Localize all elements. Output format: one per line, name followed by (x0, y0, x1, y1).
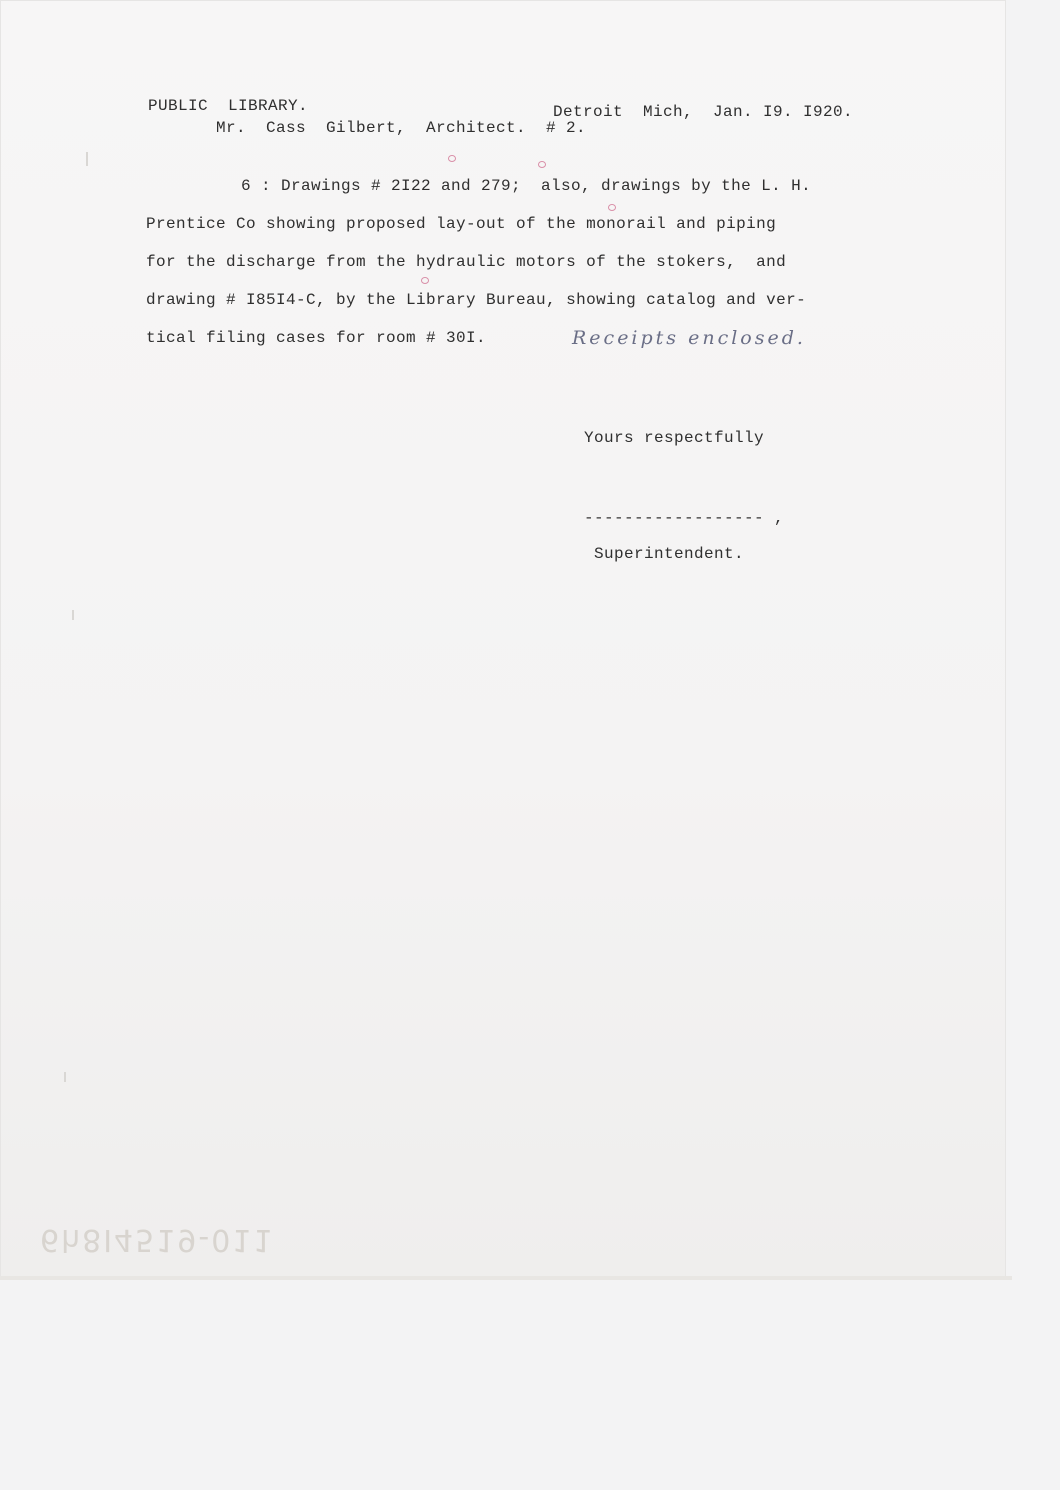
ink-mark (608, 204, 616, 211)
ink-mark (448, 155, 456, 162)
body-line-3: for the discharge from the hydraulic motors of the stokers, and (146, 253, 787, 271)
handwritten-note: Receipts enclosed. (572, 327, 806, 349)
addressee-line: Mr. Cass Gilbert, Architect. # 2. (216, 119, 587, 137)
punch-mark (64, 1072, 66, 1082)
body-line-1: 6 : Drawings # 2I22 and 279; also, drawings by the L. H. (241, 177, 812, 195)
institution-heading: PUBLIC LIBRARY. (148, 97, 309, 115)
body-line-5: tical filing cases for room # 30I. (146, 329, 487, 347)
punch-mark (72, 610, 74, 620)
body-line-2: Prentice Co showing proposed lay-out of the monorail and piping (146, 215, 777, 233)
ink-mark (538, 161, 546, 168)
archive-stamp: 6h8I4519-011 (40, 1222, 275, 1257)
punch-mark (86, 152, 88, 166)
page-edge (0, 1276, 1012, 1280)
body-line-4: drawing # I85I4-C, by the Library Bureau, showing catalog and ver- (146, 291, 807, 309)
place-date: Detroit Mich, Jan. I9. I920. (553, 103, 854, 121)
signature-line: ------------------ , (584, 509, 785, 527)
closing: Yours respectfully (584, 429, 765, 447)
signer-title: Superintendent. (594, 545, 745, 563)
ink-mark (421, 277, 429, 284)
